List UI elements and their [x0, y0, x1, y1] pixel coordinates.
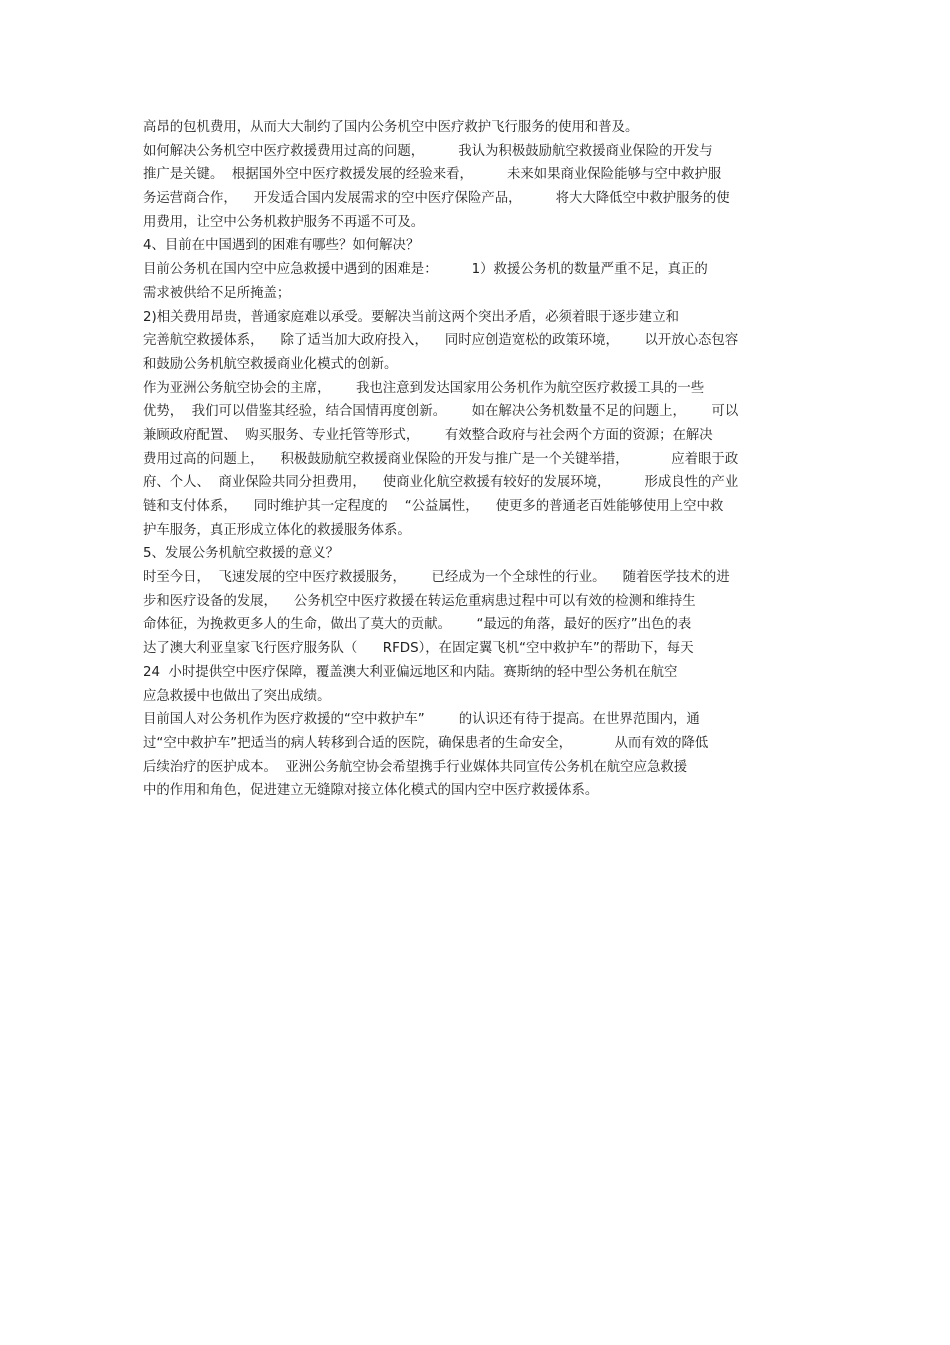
text-line: 5、发展公务机航空救援的意义？ — [143, 546, 339, 562]
text-line: 推广是关键。 根据国外空中医疗救援发展的经验来看， 未来如果商业保险能够与空中救护服 — [143, 167, 722, 183]
text-line: 24 小时提供空中医疗保障，覆盖澳大利亚偏远地区和内陆。赛斯纳的轻中型公务机在航空 — [143, 664, 678, 680]
text-line: 需求被供给不足所掩盖； — [143, 285, 291, 301]
text-line: 费用过高的问题上， 积极鼓励航空救援商业保险的开发与推广是一个关键举措， 应着眼于政 — [143, 451, 739, 467]
text-line: 命体征，为挽救更多人的生命，做出了莫大的贡献。 “最远的角落，最好的医疗”出色的表 — [143, 617, 692, 633]
text-line: 链和支付体系， 同时维护其一定程度的 “公益属性， 使更多的普通老百姓能够使用上空中救 — [143, 499, 724, 514]
text-line: 优势， 我们可以借鉴其经验，结合国情再度创新。 如在解决公务机数量不足的问题上， 可以 — [143, 404, 739, 420]
text-line: 中的作用和角色，促进建立无缝隙对接立体化模式的国内空中医疗救援体系。 — [143, 783, 599, 799]
text-line: 达了澳大利亚皇家飞行医疗服务队（ RFDS），在固定翼飞机“空中救护车”的帮助下，每天 — [143, 641, 694, 657]
text-line: 目前公务机在国内空中应急救援中遇到的困难是： 1）救援公务机的数量严重不足，真正的 — [143, 262, 708, 278]
text-line: 过“空中救护车”把适当的病人转移到合适的医院，确保患者的生命安全， 从而有效的降低 — [143, 735, 709, 751]
document-body — [143, 116, 808, 803]
text-line: 应急救援中也做出了突出成绩。 — [143, 688, 331, 704]
text-line: 完善航空救援体系， 除了适当加大政府投入， 同时应创造宽松的政策环境， 以开放心态包容 — [143, 333, 739, 349]
text-line: 和鼓励公务机航空救援商业化模式的创新。 — [143, 356, 398, 372]
text-line: 步和医疗设备的发展， 公务机空中医疗救援在转运危重病患过程中可以有效的检测和维持生 — [143, 593, 696, 609]
text-line: 时至今日， 飞速发展的空中医疗救援服务， 已经成为一个全球性的行业。 随着医学技术的进 — [143, 570, 730, 586]
text-line: 护车服务，真正形成立体化的救援服务体系。 — [143, 522, 411, 538]
text-line: 作为亚洲公务航空协会的主席， 我也注意到发达国家用公务机作为航空医疗救援工具的一些 — [143, 380, 705, 396]
text-line: 2)相关费用昂贵，普通家庭难以承受。要解决当前这两个突出矛盾，必须着眼于逐步建立和 — [143, 309, 679, 325]
text-line: 后续治疗的医护成本。 亚洲公务航空协会希望携手行业媒体共同宣传公务机在航空应急救援 — [143, 759, 688, 775]
text-line: 如何解决公务机空中医疗救援费用过高的问题， 我认为积极鼓励航空救援商业保险的开发与 — [143, 143, 713, 159]
text-line: 4、目前在中国遇到的困难有哪些？如何解决？ — [143, 238, 420, 254]
text-line: 目前国人对公务机作为医疗救援的“空中救护车” 的认识还有待于提高。在世界范围内，通 — [143, 712, 700, 728]
text-line: 用费用，让空中公务机救护服务不再遥不可及。 — [143, 214, 425, 230]
text-line: 兼顾政府配置、 购买服务、专业托管等形式， 有效整合政府与社会两个方面的资源；在解决 — [143, 427, 713, 443]
text-line: 高昂的包机费用，从而大大制约了国内公务机空中医疗救护飞行服务的使用和普及。 — [143, 120, 639, 135]
text-line: 务运营商合作， 开发适合国内发展需求的空中医疗保险产品， 将大大降低空中救护服务的使 — [143, 191, 730, 207]
text-line: 府、个人、 商业保险共同分担费用， 使商业化航空救援有较好的发展环境， 形成良性的产业 — [143, 475, 739, 491]
